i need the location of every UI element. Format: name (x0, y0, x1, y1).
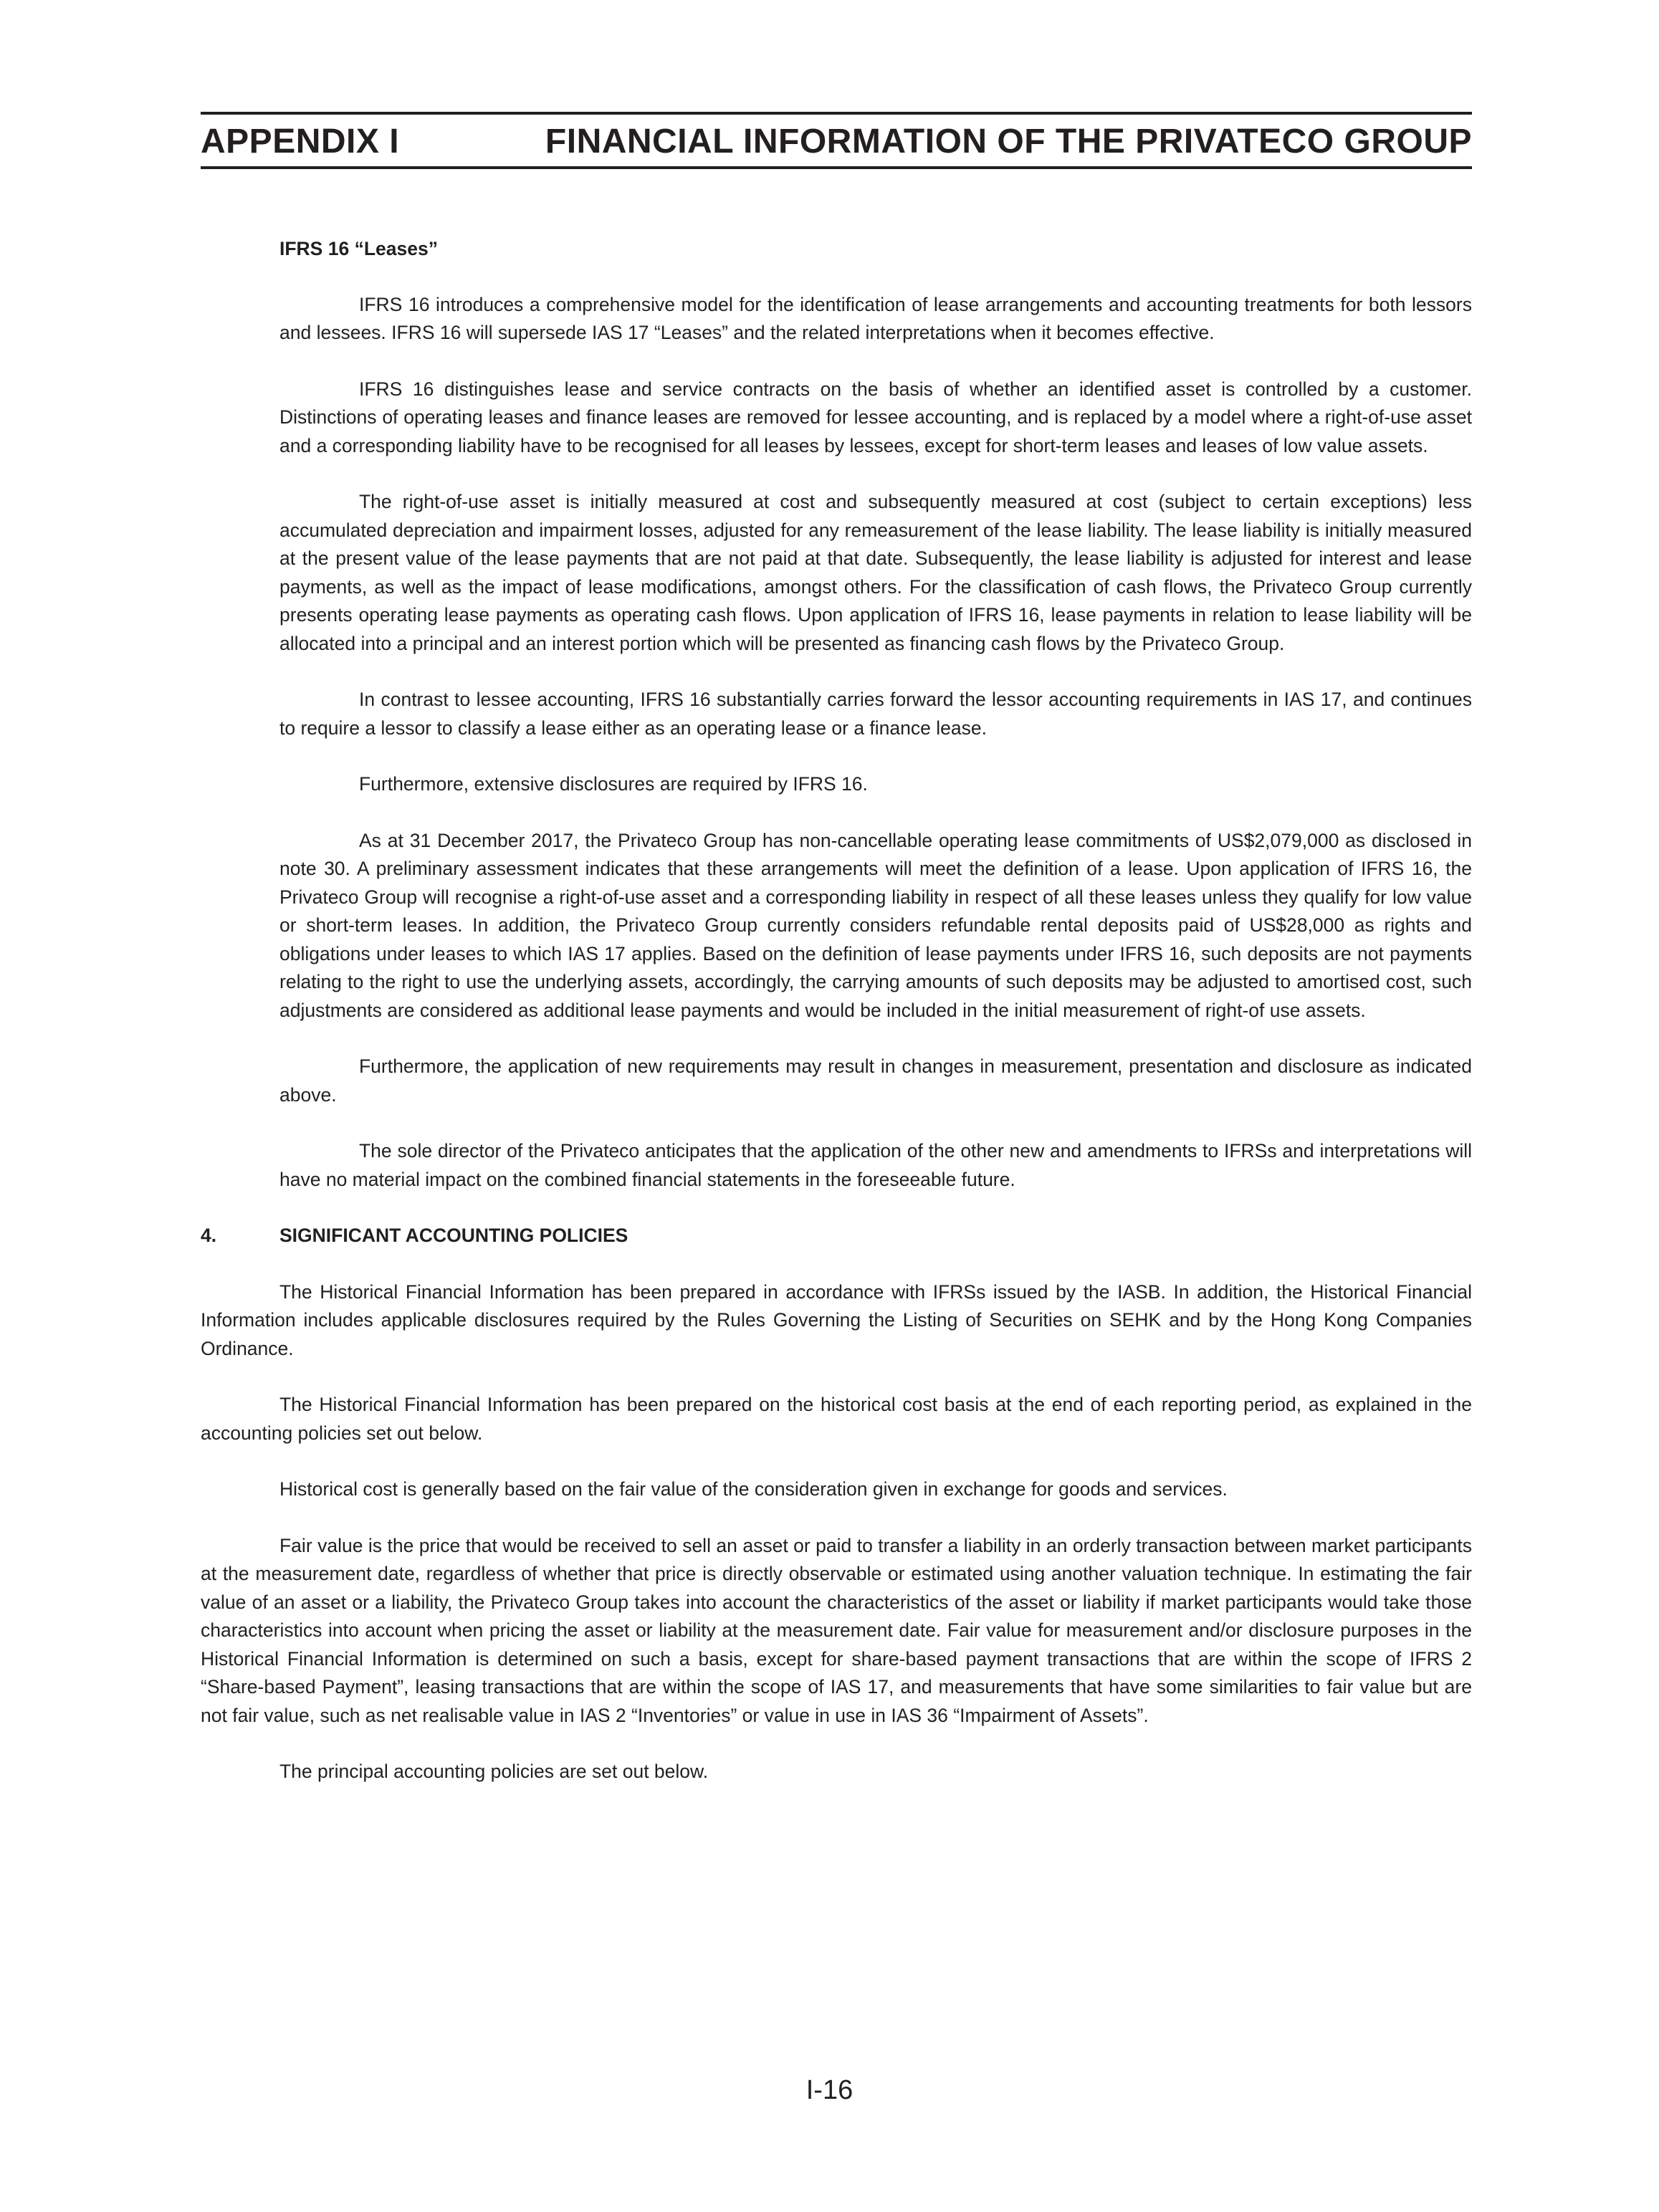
section-heading (201, 1222, 1472, 1250)
ifrs16-paragraph: Furthermore, extensive disclosures are required by IFRS 16. (359, 773, 868, 795)
document-body (201, 235, 1472, 1814)
section-paragraph: Fair value is the price that would be received to sell an asset or paid to transfer a liability in an orderly transaction between market participants at the measurement date, regardless of whether that price is directly observable or estimated using another valuation technique. In estimating the fair value of an asset or a liability, the Privateco Group takes into account the characteristics of the asset or liability if market participants would take those characteristics into account when pricing the asset or liability at the measurement date. Fair value for measurement and/or disclosure purposes in the Historical Financial Information is determined on such a basis, except for share-based payment transactions that are within the scope of IFRS 2 “Share-based Payment”, leasing transactions that are within the scope of IAS 17, and measurements that have some similarities to fair value but are not fair value, such as net realisable value in IAS 2 “Inventories” or value in use in IAS 36 “Impairment of Assets”. (201, 1534, 1472, 1726)
section-paragraph: The principal accounting policies are set out below. (279, 1761, 709, 1782)
ifrs16-paragraph: In contrast to lessee accounting, IFRS 16 substantially carries forward the lessor accounting requirements in IAS 17, and continues to require a lessor to classify a lease either as an operating lease or a finance lease. (279, 689, 1472, 739)
appendix-label: APPENDIX I (201, 123, 400, 161)
section-title: SIGNIFICANT ACCOUNTING POLICIES (279, 1225, 628, 1246)
ifrs16-paragraph: As at 31 December 2017, the Privateco Group has non-cancellable operating lease commitments of US$2,079,000 as disclosed in note 30. A preliminary assessment indicates that these arrangements will meet the definition of a lease. Upon application of IFRS 16, the Privateco Group will recognise a right-of-use asset and a corresponding liability in respect of all these leases unless they qualify for low value or short-term leases. In addition, the Privateco Group currently considers refundable rental deposits paid of US$28,000 as rights and obligations under leases to which IAS 17 applies. Based on the definition of lease payments under IFRS 16, such deposits are not payments relating to the right to use the underlying assets, accordingly, the carrying amounts of such deposits may be adjusted to amortised cost, such adjustments are considered as additional lease payments and would be included in the initial measurement of right-of use assets. (279, 829, 1472, 1021)
section-paragraph: The Historical Financial Information has been prepared in accordance with IFRSs issued by the IASB. In addition, the Historical Financial Information includes applicable disclosures required by the Rules Governing the Listing of Securities on SEHK and by the Hong Kong Companies Ordinance. (201, 1280, 1472, 1359)
ifrs16-paragraph: Furthermore, the application of new requirements may result in changes in measurement, presentation and disclosure as indicated above. (279, 1055, 1472, 1106)
ifrs16-heading: IFRS 16 “Leases” (279, 238, 438, 259)
ifrs16-paragraph: The sole director of the Privateco anticipates that the application of the other new and amendments to IFRSs and interpretations will have no material impact on the combined financial statements in the foreseeable future. (279, 1140, 1472, 1190)
ifrs16-paragraph: The right-of-use asset is initially measured at cost and subsequently measured at cost (subject to certain exceptions) less accumulated depreciation and impairment losses, adjusted for any remeasurement of the lease liability. The lease liability is initially measured at the present value of the lease payments that are not paid at that date. Subsequently, the lease liability is adjusted for interest and lease payments, as well as the impact of lease modifications, amongst others. For the classification of cash flows, the Privateco Group currently presents operating lease payments as operating cash flows. Upon application of IFRS 16, lease payments in relation to lease liability will be allocated into a principal and an interest portion which will be presented as financing cash flows by the Privateco Group. (279, 491, 1472, 654)
page-number: I-16 (805, 2075, 854, 2105)
section-paragraph: The Historical Financial Information has been prepared on the historical cost basis at the end of each reporting period, as explained in the accounting policies set out below. (201, 1394, 1472, 1444)
ifrs16-paragraph: IFRS 16 introduces a comprehensive model for the identification of lease arrangements and accounting treatments for both lessors and lessees. IFRS 16 will supersede IAS 17 “Leases” and the related interpretations when it becomes effective. (279, 293, 1472, 343)
section-number: 4. (201, 1225, 217, 1246)
page-header (201, 112, 1472, 169)
ifrs16-paragraph: IFRS 16 distinguishes lease and service contracts on the basis of whether an identified asset is controlled by a customer. Distinctions of operating leases and finance leases are removed for lessee accounting, and is replaced by a model where a right-of-use asset and a corresponding liability have to be recognised for all leases by lessees, except for short-term leases and leases of low value assets. (279, 378, 1472, 456)
header-title: FINANCIAL INFORMATION OF THE PRIVATECO GROUP (545, 123, 1472, 161)
section-paragraph: Historical cost is generally based on the fair value of the consideration given in exchange for goods and services. (279, 1478, 1228, 1500)
